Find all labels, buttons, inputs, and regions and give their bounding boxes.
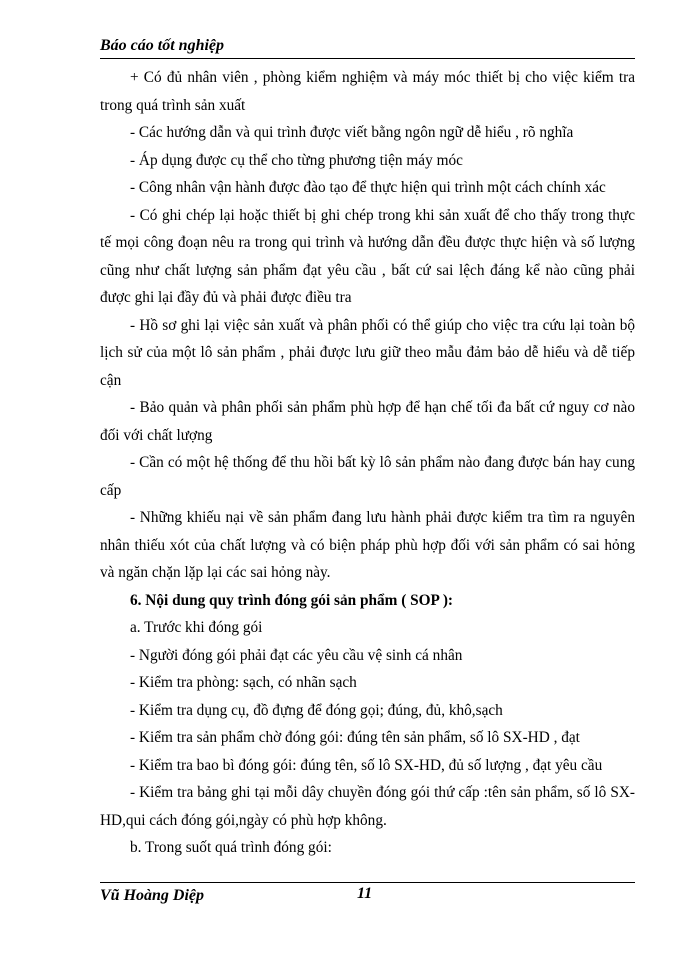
body-paragraph: - Những khiếu nại về sản phẩm đang lưu hành phải được kiểm tra tìm ra nguyên nhân thiếu xót của chất lượng và có biện pháp phù hợp đối với sản phẩm có sai hỏng và ngăn chặn lặp lại các sai hỏng này. xyxy=(100,509,635,581)
body-paragraph: - Cần có một hệ thống để thu hồi bất kỳ lô sản phẩm nào đang được bán hay cung cấp xyxy=(100,454,635,499)
body-paragraph: - Công nhân vận hành được đào tạo để thực hiện qui trình một cách chính xác xyxy=(130,179,606,196)
section-item: - Kiểm tra bảng ghi tại mỗi dây chuyền đóng gói thứ cấp :tên sản phẩm, số lô SX-HD,qui cách đóng gói,ngày có phù hợp không. xyxy=(100,784,635,829)
body-paragraph: - Hồ sơ ghi lại việc sản xuất và phân phối có thể giúp cho việc tra cứu lại toàn bộ lịch sử của một lô sản phẩm , phải được lưu giữ theo mẫu đảm bảo dễ hiểu và dễ tiếp cận xyxy=(100,316,635,389)
footer-author: Vũ Hoàng Diệp xyxy=(100,887,205,904)
header-divider xyxy=(100,58,635,59)
footer-divider xyxy=(100,882,635,883)
page-number: 11 xyxy=(357,885,373,902)
body-paragraph: - Các hướng dẫn và qui trình được viết bằng ngôn ngữ dễ hiểu , rõ nghĩa xyxy=(130,124,574,141)
section-item: - Kiểm tra phòng: sạch, có nhãn sạch xyxy=(130,674,357,691)
section-item: a. Trước khi đóng gói xyxy=(130,619,263,636)
section-item: - Kiểm tra dụng cụ, đồ đựng để đóng gọi; đúng, đủ, khô,sạch xyxy=(130,701,503,719)
body-paragraph: - Bảo quản và phân phối sản phẩm phù hợp để hạn chế tối đa bất cứ nguy cơ nào đối với chất lượng xyxy=(100,399,635,444)
section-item: - Kiểm tra bao bì đóng gói: đúng tên, số lô SX-HD, đủ số lượng , đạt yêu cầu xyxy=(130,756,603,774)
section-item: b. Trong suốt quá trình đóng gói: xyxy=(130,839,332,856)
body-paragraph: - Áp dụng được cụ thể cho từng phương tiện máy móc xyxy=(130,151,463,169)
body-paragraph: + Có đủ nhân viên , phòng kiểm nghiệm và máy móc thiết bị cho việc kiểm tra trong quá trình sản xuất xyxy=(100,69,635,114)
section-item: - Kiểm tra sản phẩm chờ đóng gói: đúng tên sản phẩm, số lô SX-HD , đạt xyxy=(130,729,580,746)
page-header-title: Báo cáo tốt nghiệp xyxy=(100,37,225,54)
section-item: - Người đóng gói phải đạt các yêu cầu vệ sinh cá nhân xyxy=(130,646,463,664)
document-body xyxy=(100,64,635,862)
section-heading: 6. Nội dung quy trình đóng gói sản phẩm ( SOP ): xyxy=(130,591,454,609)
body-paragraph: - Có ghi chép lại hoặc thiết bị ghi chép trong khi sản xuất để cho thấy trong thực tế mọi công đoạn nêu ra trong qui trình và hướng dẫn đều được thực hiện và số lượng cũng như chất lượng sản phẩm đạt yêu cầu , bất cứ sai lệch đáng kể nào cũng phải được ghi lại đầy đủ và phải được điều tra xyxy=(100,206,635,306)
